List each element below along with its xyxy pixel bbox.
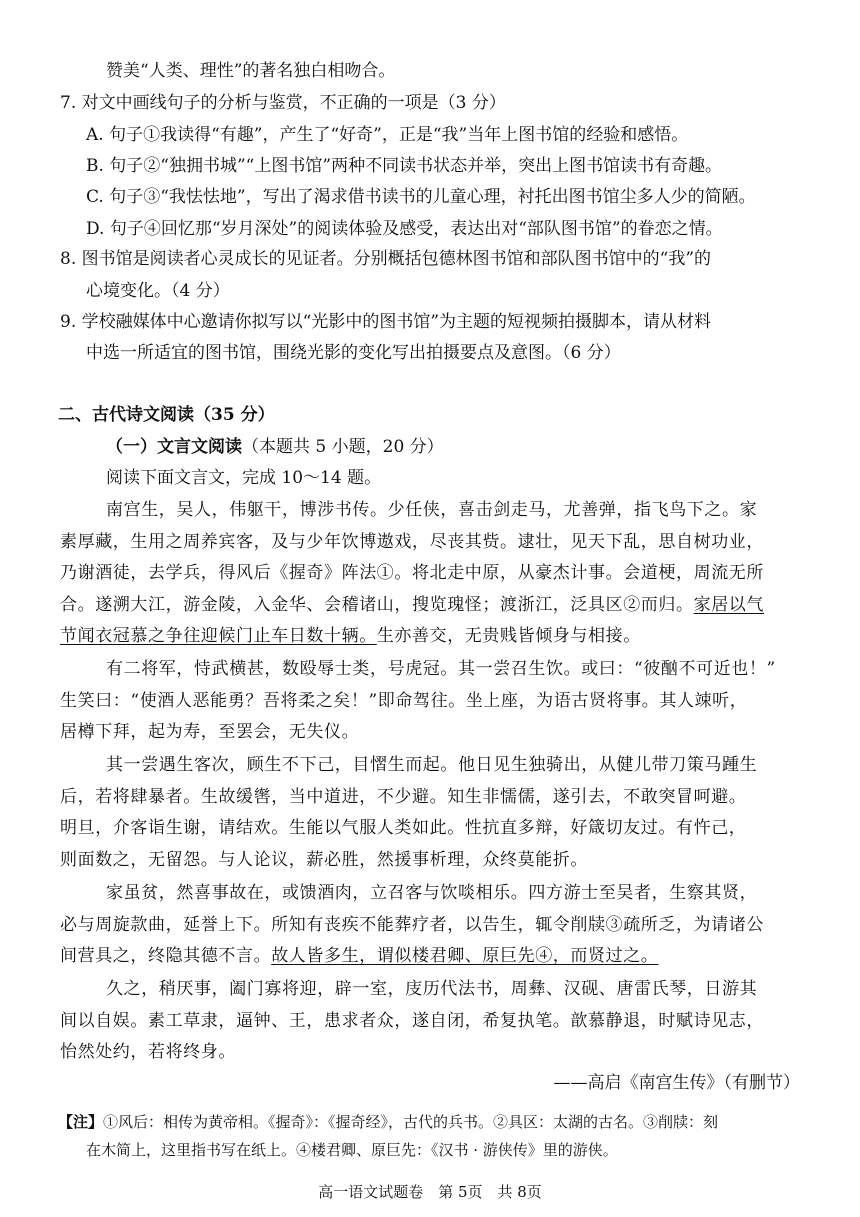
passage-line: 必与周旋款曲，延誉上下。所知有丧疾不能葬疗者，以告生，辄令削牍③疏所乏，为请诸公 <box>60 915 764 935</box>
passage-line: 家虽贫，然喜事故在，或馈酒肉，立召客与饮啖相乐。四方游士至吴者，生察其贤， <box>106 883 758 903</box>
passage-line: 南宫生，吴人，伟躯干，博涉书传。少任侠，喜击剑走马，尤善弹，指飞鸟下之。家 <box>106 500 758 520</box>
annotation-note <box>58 1110 810 1134</box>
passage-text: 合。遂溯大江，游金陵，入金华、会稽诸山，搜览瑰怪；渡浙江，泛具区②而归。 <box>60 595 694 615</box>
passage-text: 间营具之，终隐其德不言。 <box>60 946 272 966</box>
passage-line: 后，若将肆暴者。生故缓辔，当中道进，不少避。知生非懦儒，遂引去，不敢突冒呵避。 <box>60 787 747 807</box>
passage-line <box>60 943 820 969</box>
passage-line: 生笑曰：“使酒人恶能勇？吾将柔之矣！”即命驾往。坐上座，为语古贤将事。其人竦听， <box>60 691 748 711</box>
passage-line: 则面数之，无留怨。与人论议，薪必胜，然援事析理，众终莫能折。 <box>60 850 588 870</box>
passage-line: 居樽下拜，起为寿，至罢会，无失仪。 <box>60 722 360 742</box>
page-footer: 高一语文试题卷 第 5页 共 8页 <box>318 1183 542 1201</box>
subsection-title: （一）文言文阅读 <box>106 437 242 457</box>
passage-line: 明旦，介客诣生谢，请结欢。生能以气服人类如此。性抗直多辩，好箴切友过。有忤己， <box>60 818 747 838</box>
underlined-sentence: 节闻衣冠慕之争往迎候门止车日数十辆。 <box>60 626 377 646</box>
passage-source: ——高启《南宫生传》（有删节） <box>553 1073 800 1093</box>
passage-line: 怡然处约，若将终身。 <box>60 1042 236 1062</box>
passage-line: 其一尝遇生客次，顾生不下己，目慴生而起。他日见生独骑出，从健儿带刀策马踵生 <box>106 755 758 775</box>
q7-option-d: D. 句子④回忆那“岁月深处”的阅读体验及感受，表达出对“部队图书馆”的眷恋之情。 <box>86 219 723 239</box>
q7-option-c: C. 句子③“我怯怯地”，写出了渴求借书读书的儿童心理，衬托出图书馆尘多人少的简陋。 <box>86 187 756 207</box>
question-8-cont: 心境变化。（4 分） <box>86 281 230 301</box>
text-line: 赞美“人类、理性”的著名独白相吻合。 <box>106 61 396 81</box>
passage-line: 有二将军，恃武横甚，数殴辱士类，号虎冠。其一尝召生饮。或曰：“彼酗不可近也！” <box>106 659 776 679</box>
subsection-1-heading <box>106 434 820 460</box>
note-text: ①风后：相传为黄帝相。《握奇》：《握奇经》，古代的兵书。②具区：太湖的古名。③削牍：刻 <box>103 1113 719 1131</box>
question-9: 9. 学校融媒体中心邀请你拟写以“光影中的图书馆”为主题的短视频拍摄脚本，请从材料 <box>60 312 712 332</box>
passage-text: 生亦善交，无贵贱皆倾身与相接。 <box>376 626 641 646</box>
passage-line: 素厚藏，生用之周养宾客，及与少年饮博遨戏，尽丧其赀。逮壮，见天下乱，思自树功业， <box>60 532 764 552</box>
annotation-note-cont: 在木简上，这里指书写在纸上。④楼君卿、原巨先：《汉书 · 游侠传》里的游侠。 <box>86 1141 618 1159</box>
passage-line <box>60 592 820 618</box>
section-2-heading: 二、古代诗文阅读（35 分） <box>58 405 275 425</box>
passage-line: 久之，稍厌事，阖门寡将迎，辟一室，庋历代法书，周彝、汉砚、唐雷氏琴，日游其 <box>106 979 758 999</box>
subsection-note: （本题共 5 小题，20 分） <box>242 437 444 457</box>
underlined-sentence: 故人皆多生，谓似楼君卿、原巨先④，而贤过之。 <box>271 946 659 966</box>
passage-line: 间以自娱。素工草隶，逼钟、王，患求者众，遂自闭，希复执笔。歆慕静退，时赋诗见志， <box>60 1011 764 1031</box>
question-8: 8. 图书馆是阅读者心灵成长的见证者。分别概括包德林图书馆和部队图书馆中的“我”的 <box>60 249 712 269</box>
note-label: 【注】 <box>58 1113 104 1131</box>
passage-line <box>60 623 820 649</box>
question-9-cont: 中选一所适宜的图书馆，围绕光影的变化写出拍摄要点及意图。（6 分） <box>86 343 621 363</box>
q7-option-b: B. 句子②“独拥书城”“上图书馆”两种不同读书状态并举，突出上图书馆读书有奇趣。 <box>86 156 723 176</box>
question-7: 7. 对文中画线句子的分析与鉴赏，不正确的一项是（3 分） <box>60 93 506 113</box>
underlined-sentence: 家居以气 <box>693 595 765 615</box>
reading-instruction: 阅读下面文言文，完成 10～14 题。 <box>106 468 382 488</box>
passage-line: 乃谢酒徒，去学兵，得风后《握奇》阵法①。将北走中原，从豪杰计事。会道梗，周流无所 <box>60 563 764 583</box>
q7-option-a: A. 句子①我读得“有趣”，产生了“好奇”，正是“我”当年上图书馆的经验和感悟。 <box>86 125 689 145</box>
